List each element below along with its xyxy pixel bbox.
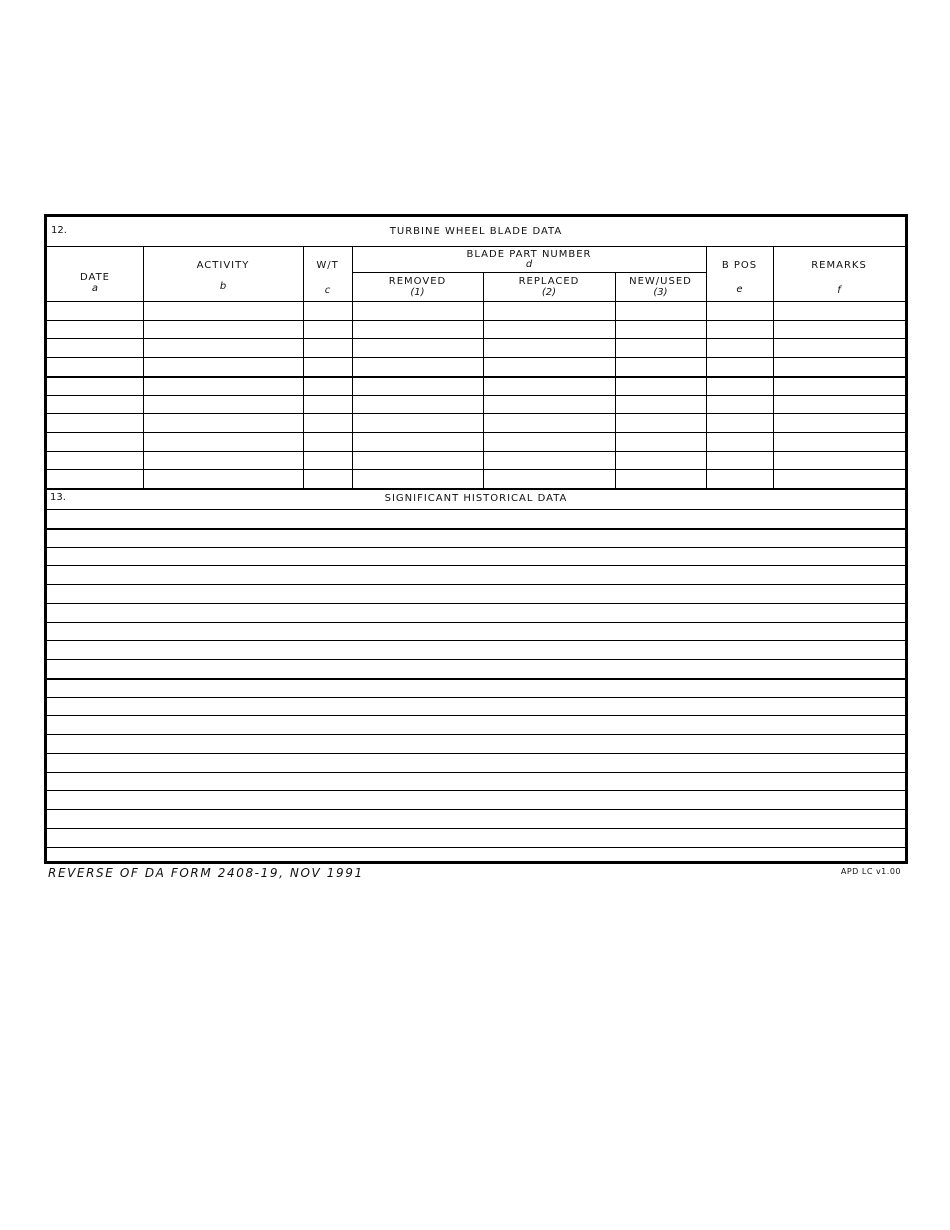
historical-data-line <box>47 584 905 585</box>
historical-data-line <box>47 509 905 510</box>
historical-data-line <box>47 809 905 810</box>
col-blade-part-number-letter: d <box>525 259 533 270</box>
col-divider-removed <box>483 272 484 488</box>
col-wt-label: W/T <box>316 260 339 271</box>
form-version: APD LC v1.00 <box>840 867 901 876</box>
col-activity-letter: b <box>219 281 227 292</box>
section-12-title-divider <box>47 246 905 247</box>
col-new-used-num: (3) <box>653 287 668 298</box>
section-12-title: TURBINE WHEEL BLADE DATA <box>389 226 563 237</box>
col-removed-num: (1) <box>410 287 425 298</box>
da-form-2408-19-reverse <box>44 214 908 864</box>
section-13-number: 13. <box>50 492 66 503</box>
col-divider-wt <box>352 246 353 488</box>
col-b-pos-label: B POS <box>721 260 758 271</box>
historical-data-line <box>47 772 905 773</box>
historical-data-line <box>47 847 905 848</box>
historical-data-line <box>47 697 905 698</box>
table-row-rule <box>47 357 905 358</box>
col-replaced-label: REPLACED <box>518 276 580 287</box>
historical-data-line <box>47 622 905 623</box>
table-row-rule <box>47 338 905 339</box>
blade-part-number-divider <box>352 272 706 273</box>
historical-data-line <box>47 640 905 641</box>
section-13-top-rule <box>47 488 905 490</box>
historical-data-line <box>47 828 905 829</box>
col-blade-part-number-label: BLADE PART NUMBER <box>466 249 592 260</box>
table-row-rule <box>47 432 905 433</box>
col-divider-date <box>143 246 144 488</box>
section-12-number: 12. <box>51 225 67 236</box>
table-row-rule <box>47 451 905 452</box>
table-row-rule <box>47 320 905 321</box>
col-divider-remarks <box>773 246 774 488</box>
historical-data-line <box>47 753 905 754</box>
table-row-rule <box>47 413 905 414</box>
col-replaced-num: (2) <box>541 287 557 298</box>
historical-data-line <box>47 565 905 566</box>
col-activity-label: ACTIVITY <box>196 260 250 271</box>
col-date-letter: a <box>91 283 99 294</box>
col-wt-letter: c <box>324 285 331 296</box>
historical-data-line <box>47 734 905 735</box>
header-bottom-rule <box>47 301 905 302</box>
historical-data-line <box>47 678 905 680</box>
historical-data-line <box>47 547 905 548</box>
col-date-label: DATE <box>79 272 110 283</box>
col-remarks-letter: f <box>837 285 841 296</box>
col-divider-bpos <box>706 246 707 488</box>
historical-data-line <box>47 659 905 660</box>
form-name: REVERSE OF DA FORM 2408-19, NOV 1991 <box>48 866 364 880</box>
col-b-pos-letter: e <box>736 284 743 295</box>
table-row-rule <box>47 469 905 470</box>
col-remarks-label: REMARKS <box>811 260 867 271</box>
table-row-rule <box>47 395 905 396</box>
table-row-rule <box>47 376 905 378</box>
col-removed-label: REMOVED <box>388 276 447 287</box>
historical-data-line <box>47 603 905 604</box>
historical-data-line <box>47 790 905 791</box>
historical-data-line <box>47 715 905 716</box>
section-13-title: SIGNIFICANT HISTORICAL DATA <box>384 493 568 504</box>
historical-data-line <box>47 528 905 530</box>
col-divider-replaced <box>615 272 616 488</box>
col-divider-activity <box>303 246 304 488</box>
col-new-used-label: NEW/USED <box>629 276 692 287</box>
